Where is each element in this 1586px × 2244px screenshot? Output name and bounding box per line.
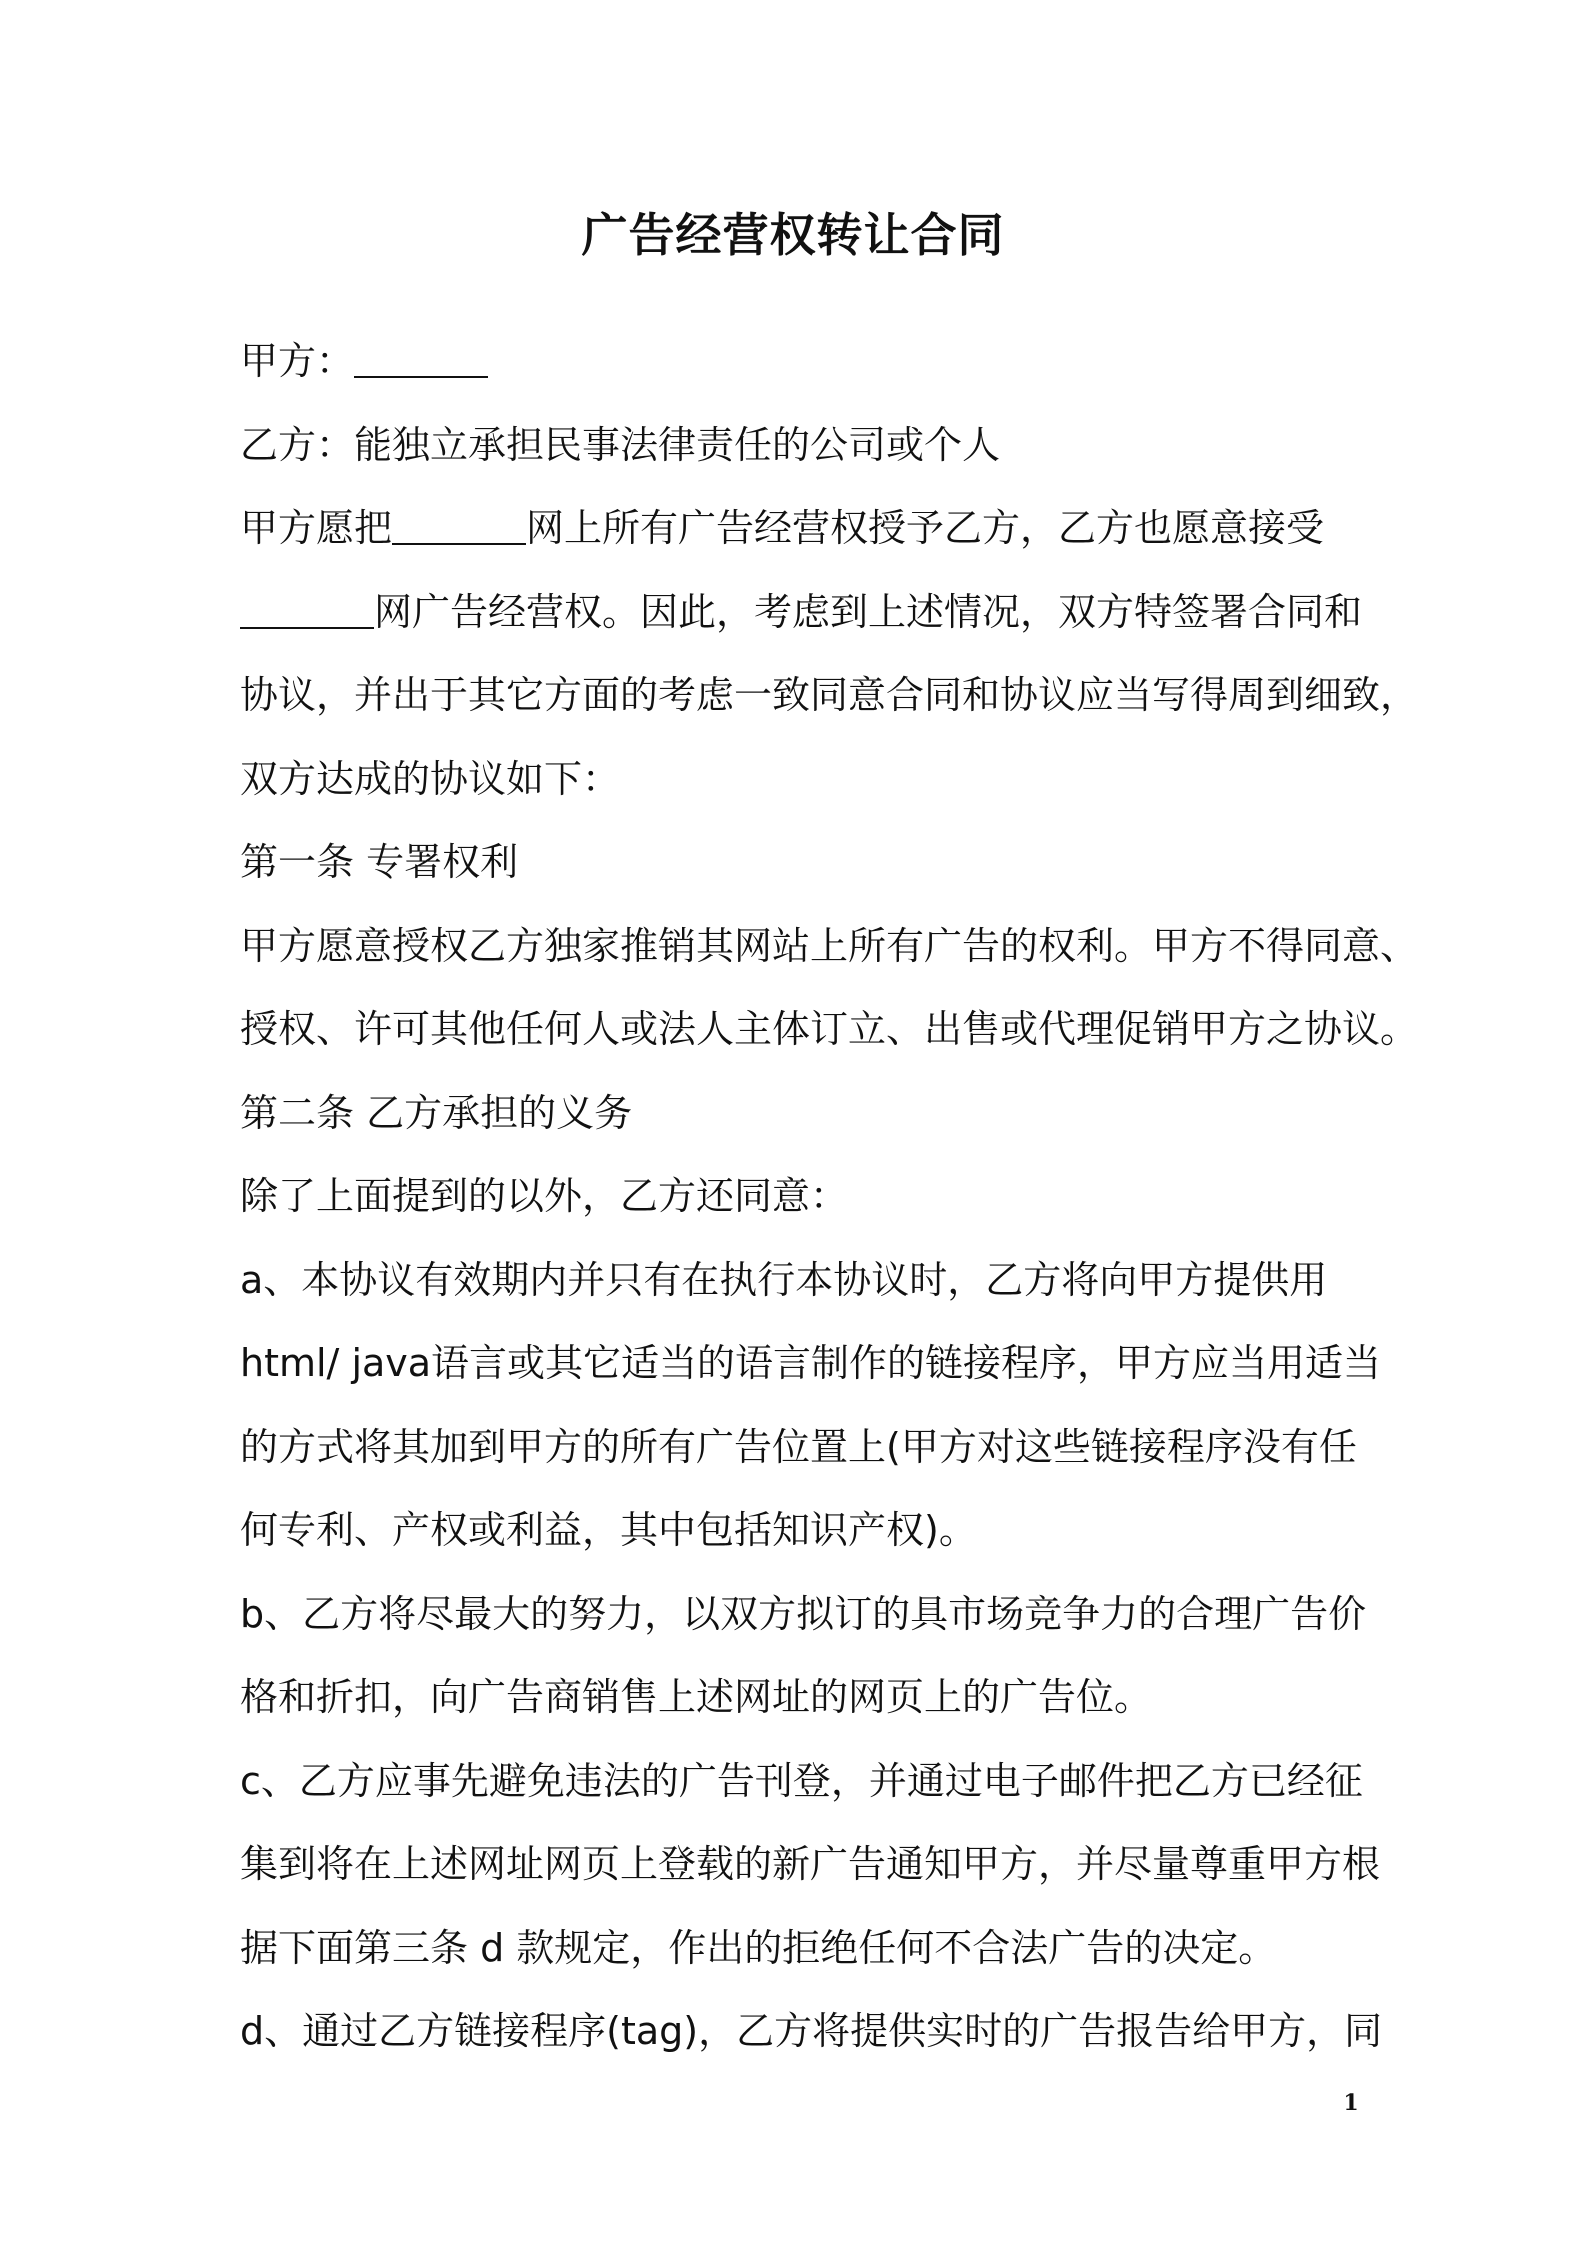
- document-body: [240, 320, 1419, 2074]
- text-line: 除了上面提到的以外，乙方还同意：: [240, 1174, 849, 1218]
- text-line: [240, 571, 1390, 655]
- text-line: 双方达成的协议如下：: [240, 756, 621, 801]
- clause-line: a、本协议有效期内并只有在执行本协议时，乙方将向甲方提供用: [240, 1257, 1328, 1302]
- clause-line: d、通过乙方链接程序(tag)，乙方将提供实时的广告报告给甲方，同: [240, 2009, 1383, 2053]
- party-b-line: 乙方：能独立承担民事法律责任的公司或个人: [240, 422, 1001, 467]
- document-title: 广告经营权转让合同: [581, 208, 1005, 262]
- party-a-blank: [354, 340, 488, 378]
- text-segment: 甲方愿把: [240, 506, 393, 550]
- clause-line: c、乙方应事先避免违法的广告刊登，并通过电子邮件把乙方已经征: [240, 1758, 1363, 1803]
- text-line: 的方式将其加到甲方的所有广告位置上(甲方对这些链接程序没有任: [240, 1424, 1357, 1469]
- article-heading: 第一条 专署权利: [240, 840, 519, 884]
- text-line: 据下面第三条 d 款规定，作出的拒绝任何不合法广告的决定。: [240, 1925, 1277, 1970]
- text-segment: 网广告经营权。因此，考虑到上述情况，双方特签署合同和: [374, 589, 1363, 634]
- text-segment: 网上所有广告经营权授予乙方，乙方也愿意接受: [526, 506, 1325, 550]
- text-line: html/ java语言或其它适当的语言制作的链接程序，甲方应当用适当: [240, 1341, 1382, 1385]
- text-line: [240, 487, 1390, 571]
- text-line: 何专利、产权或利益，其中包括知识产权)。: [240, 1508, 977, 1552]
- clause-line: b、乙方将尽最大的努力，以双方拟订的具市场竞争力的合理广告价: [240, 1591, 1367, 1636]
- party-a-label: 甲方：: [240, 339, 355, 383]
- page-number: 1: [1343, 2090, 1359, 2116]
- text-line: 甲方愿意授权乙方独家推销其网站上所有广告的权利。甲方不得同意、: [240, 923, 1419, 968]
- website-blank: [392, 507, 526, 545]
- text-line: 集到将在上述网址网页上登载的新广告通知甲方，并尽量尊重甲方根: [240, 1842, 1381, 1886]
- text-line: 协议，并出于其它方面的考虑一致同意合同和协议应当写得周到细致，: [240, 673, 1419, 717]
- website-blank: [240, 591, 374, 629]
- text-line: 授权、许可其他任何人或法人主体订立、出售或代理促销甲方之协议。: [240, 1007, 1419, 1051]
- text-line: 格和折扣，向广告商销售上述网址的网页上的广告位。: [240, 1675, 1153, 1719]
- party-a-line: [240, 320, 1390, 404]
- article-heading: 第二条 乙方承担的义务: [240, 1090, 633, 1135]
